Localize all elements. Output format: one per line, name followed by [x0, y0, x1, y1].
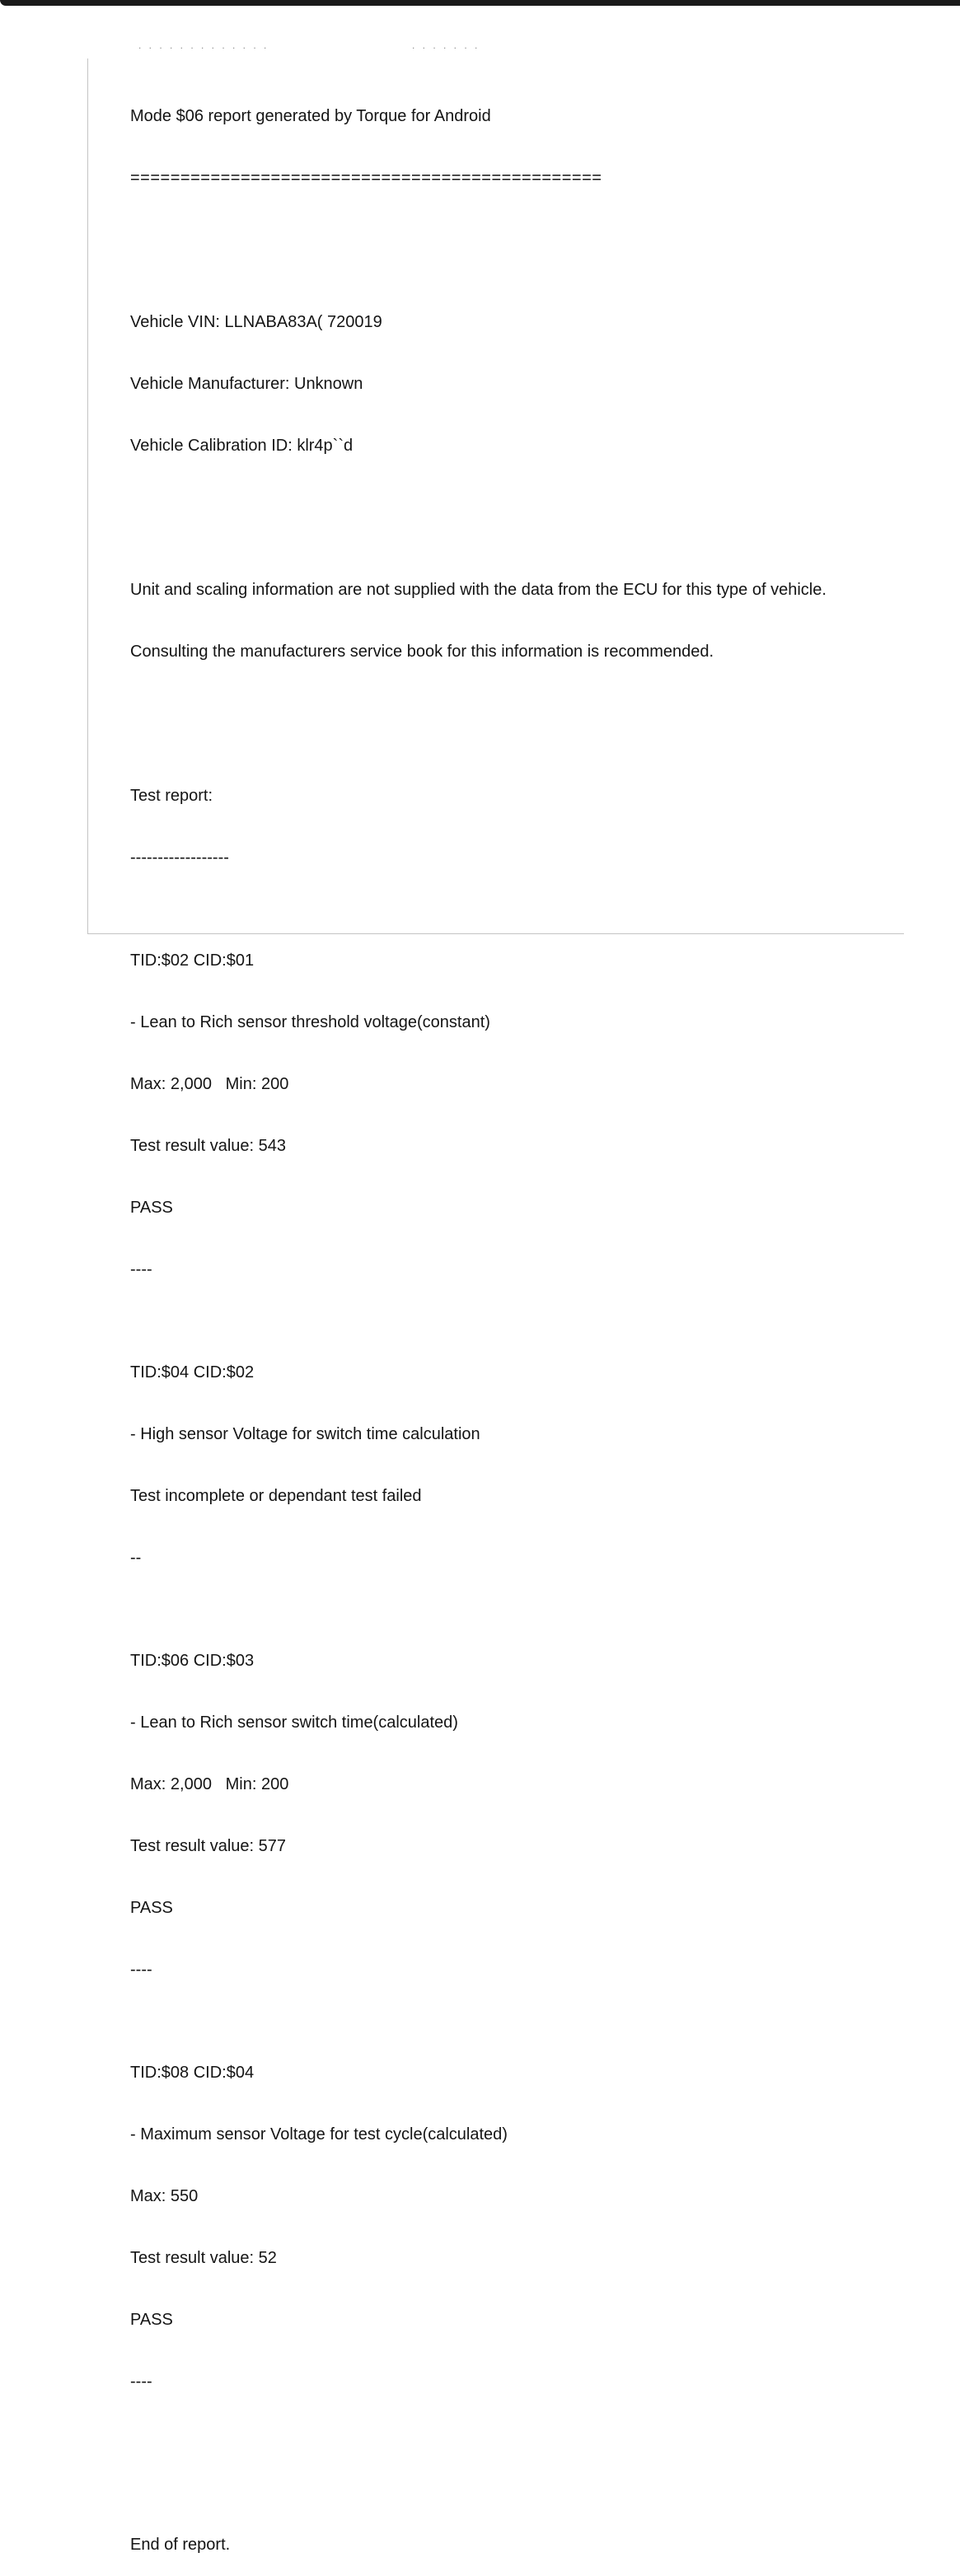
- test-id: TID:$02 CID:$01: [130, 951, 255, 970]
- test-result: Test result value: 577: [130, 1837, 286, 1855]
- test-separator: ----: [130, 1260, 152, 1279]
- test-description: - Lean to Rich sensor threshold voltage(constant): [130, 1013, 490, 1031]
- test-id: TID:$08 CID:$04: [130, 2064, 255, 2082]
- test-result: Test result value: 543: [130, 1137, 286, 1155]
- vehicle-vin: Vehicle VIN: LLNABA83A( 720019: [130, 313, 382, 331]
- test-status: PASS: [130, 2311, 173, 2329]
- test-message: Test incomplete or dependant test failed: [130, 1487, 422, 1505]
- vehicle-manufacturer: Vehicle Manufacturer: Unknown: [130, 375, 363, 393]
- test-separator: --: [130, 1549, 142, 1567]
- test-id: TID:$04 CID:$02: [130, 1363, 255, 1382]
- spacer: [130, 704, 897, 724]
- test-limits: Max: 550: [130, 2187, 199, 2205]
- notice-line-2: Consulting the manufacturers service book for this information is recommended.: [130, 643, 714, 661]
- test-description: - Lean to Rich sensor switch time(calculated): [130, 1713, 458, 1732]
- test-status: PASS: [130, 1899, 173, 1917]
- test-limits: Max: 2,000 Min: 200: [130, 1075, 289, 1093]
- test-description: - Maximum sensor Voltage for test cycle(calculated): [130, 2125, 508, 2144]
- end-of-report: End of report.: [130, 2536, 231, 2554]
- test-status: PASS: [130, 1199, 173, 1217]
- report-title: Mode $06 report generated by Torque for Android: [130, 107, 491, 125]
- scan-artifact-dots-right: . . . . . . .: [412, 40, 480, 51]
- test-result: Test result value: 52: [130, 2249, 277, 2267]
- test-report-rule: ------------------: [130, 849, 229, 867]
- test-id: TID:$06 CID:$03: [130, 1652, 255, 1670]
- test-description: - High sensor Voltage for switch time calculation: [130, 1425, 480, 1443]
- test-separator: ----: [130, 2373, 152, 2391]
- spacer: [130, 230, 897, 250]
- spacer: [130, 498, 897, 518]
- test-limits: Max: 2,000 Min: 200: [130, 1775, 289, 1793]
- notice-line-1: Unit and scaling information are not supplied with the data from the ECU for this type of vehicle.: [130, 581, 827, 599]
- vehicle-calibration-id: Vehicle Calibration ID: klr4p``d: [130, 437, 354, 455]
- test-separator: ----: [130, 1961, 152, 1979]
- test-report-label: Test report:: [130, 787, 213, 805]
- scan-top-edge: [0, 0, 960, 6]
- report-body: [130, 65, 897, 2576]
- scan-artifact-dots-left: . . . . . . . . . . . . .: [138, 40, 269, 51]
- title-rule: ===============================================: [130, 169, 602, 187]
- spacer: [130, 2454, 897, 2494]
